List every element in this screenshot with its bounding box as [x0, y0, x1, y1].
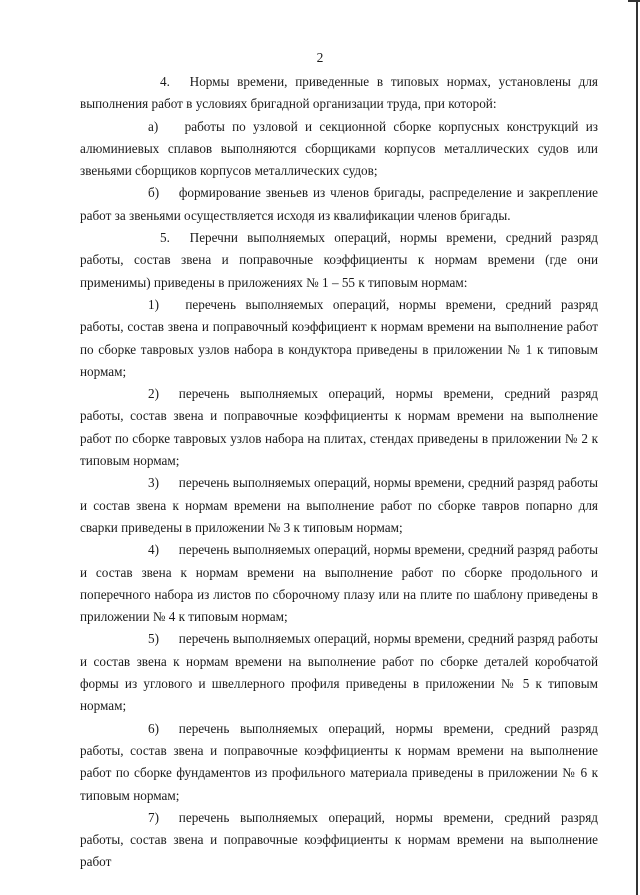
paragraph-label: 4) — [148, 542, 159, 558]
paragraph-5-4 — [80, 539, 598, 628]
document-body — [80, 71, 598, 874]
paragraph-label: 4. — [160, 74, 170, 89]
paragraph-text: перечень выполняемых операций, нормы времени, средний разряд работы, состав звена и поправочные коэффициенты к нормам времени на выполнение работ по сборке фундаментов из профильного материала приведены в приложении № 6 к типовым нормам; — [80, 720, 598, 803]
paragraph-text: перечень выполняемых операций, нормы времени, средний разряд работы и состав звена к нормам времени на выполнение работ по сборке продольного и поперечного набора из листов по сборочному плазу или на плите по шаблону приведены в приложении № 4 к типовым нормам; — [80, 542, 598, 625]
page-number: 2 — [316, 50, 324, 65]
paragraph-5-7 — [80, 807, 598, 874]
paragraph-text: перечень выполняемых операций, нормы времени, средний разряд работы, состав звена и поправочные коэффициенты к нормам времени на выполнение работ — [80, 809, 598, 870]
scan-corner-mark — [628, 0, 640, 2]
paragraph-text: перечень выполняемых операций, нормы времени, средний разряд работы, состав звена и поправочные коэффициенты к нормам времени на выполнение работ по сборке тавровых узлов набора на плитах, стендах приведены в приложении № 2 к типовым нормам; — [80, 386, 598, 469]
paragraph-4b — [80, 182, 598, 227]
paragraph-5-2 — [80, 383, 598, 472]
paragraph-5-1 — [80, 294, 598, 383]
paragraph-label: 5. — [160, 230, 170, 246]
paragraph-text: формирование звеньев из членов бригады, распределение и закрепление работ за звеньями осуществляется исходя из квалификации членов бригады. — [80, 185, 598, 223]
paragraph-text: перечень выполняемых операций, нормы времени, средний разряд работы и состав звена к нормам времени на выполнение работ по сборке деталей коробчатой формы из углового и швеллерного профиля приведены в приложении № 5 к типовым нормам; — [80, 631, 598, 714]
paragraph-text: перечень выполняемых операций, нормы времени, средний разряд работы, состав звена и поправочный коэффициент к нормам времени на выполнение работ по сборке тавровых узлов набора в кондуктора приведены в приложении № 1 к типовым нормам; — [80, 296, 598, 379]
paragraph-text: работы по узловой и секционной сборке корпусных конструкций из алюминиевых сплавов выполняются сборщиками корпусов металлических судов или звеньями сборщиков корпусов металлических судов; — [80, 118, 598, 179]
paragraph-4a — [80, 116, 598, 183]
paragraph-5 — [80, 227, 598, 294]
paragraph-label: б) — [148, 185, 160, 201]
paragraph-5-5 — [80, 628, 598, 717]
paragraph-label: 1) — [148, 296, 159, 312]
paragraph-text: перечень выполняемых операций, нормы времени, средний разряд работы и состав звена к нормам времени на выполнение работ по сборке тавров попарно для сварки приведены в приложении № 3 к типовым нормам; — [80, 475, 598, 535]
paragraph-text: Перечни выполняемых операций, нормы времени, средний разряд работы, состав звена и поправочные коэффициенты к нормам времени (где они применимы) приведены в приложениях № 1 – 55 к типовым нормам: — [80, 230, 598, 290]
scan-edge-line — [636, 0, 638, 895]
paragraph-4 — [80, 71, 598, 116]
paragraph-label: 3) — [148, 475, 159, 491]
paragraph-label: 6) — [148, 720, 159, 736]
paragraph-5-6 — [80, 718, 598, 807]
paragraph-label: а) — [148, 118, 159, 134]
paragraph-text: Нормы времени, приведенные в типовых нормах, установлены для выполнения работ в условиях бригадной организации труда, при которой: — [80, 74, 598, 112]
paragraph-label: 7) — [148, 809, 159, 825]
paragraph-5-3 — [80, 472, 598, 539]
paragraph-label: 2) — [148, 386, 159, 402]
paragraph-label: 5) — [148, 631, 159, 647]
